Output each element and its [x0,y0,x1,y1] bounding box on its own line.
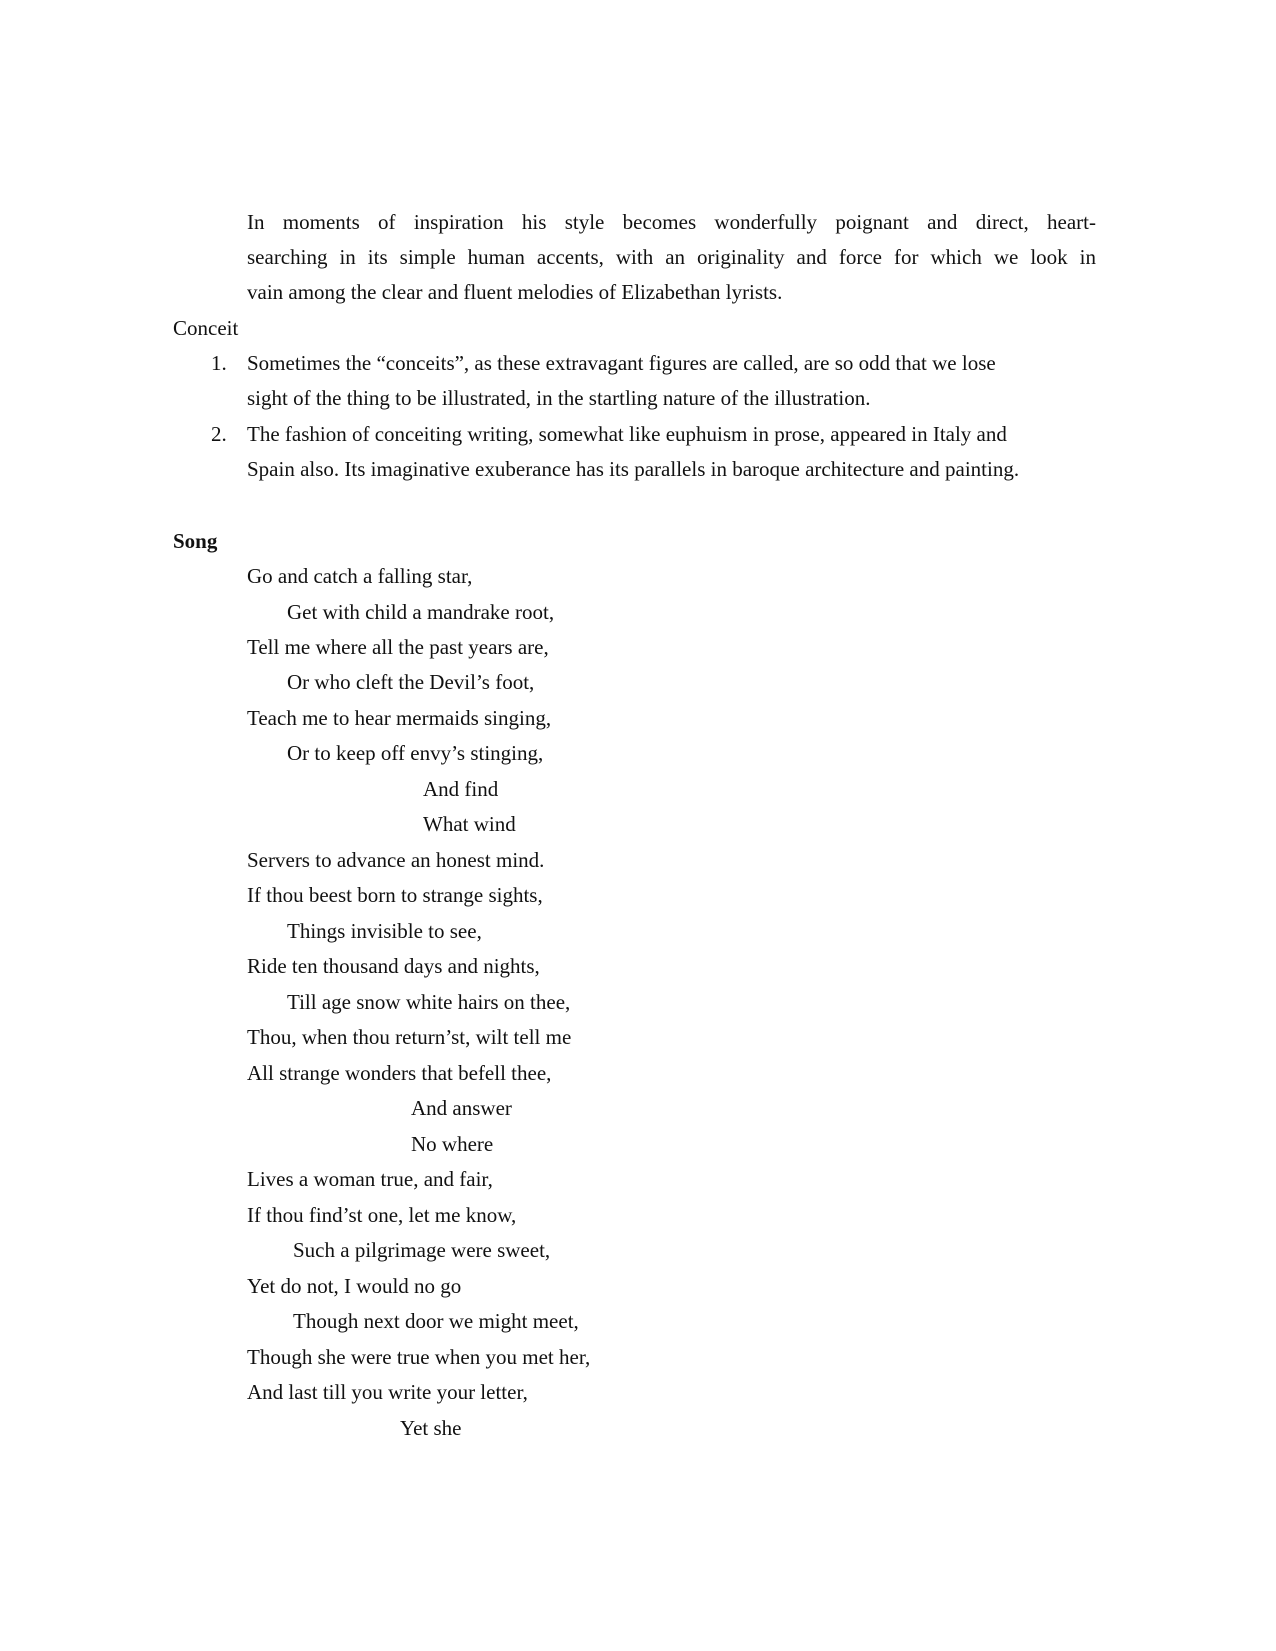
poem-line: Servers to advance an honest mind. [247,848,545,872]
poem-line: If thou beest born to strange sights, [247,883,543,907]
poem-line: Get with child a mandrake root, [287,600,555,624]
intro-line: vain among the clear and fluent melodies of Elizabethan lyrists. [247,280,783,304]
poem-line: Till age snow white hairs on thee, [287,990,571,1014]
list-item-line: The fashion of conceiting writing, somewhat like euphuism in prose, appeared in Italy and [247,422,1007,446]
list-item-line: Spain also. Its imaginative exuberance has its parallels in baroque architecture and painting. [247,457,1020,481]
poem-line: All strange wonders that befell thee, [247,1061,552,1085]
poem-line: Teach me to hear mermaids singing, [247,706,552,730]
poem-line: Such a pilgrimage were sweet, [293,1238,551,1262]
poem-line: Or to keep off envy’s stinging, [287,741,544,765]
poem-line: And find [423,777,499,801]
poem-line: Tell me where all the past years are, [247,635,549,659]
poem-line: Ride ten thousand days and nights, [247,954,540,978]
poem-line: If thou find’st one, let me know, [247,1203,517,1227]
list-item-line: sight of the thing to be illustrated, in the startling nature of the illustration. [247,386,871,410]
poem-line: And answer [411,1096,512,1120]
poem-line: What wind [423,812,516,836]
poem-line: Thou, when thou return’st, wilt tell me [247,1025,572,1049]
poem-line: No where [411,1132,494,1156]
list-item-number: 2. [211,422,227,446]
intro-line: In moments of inspiration his style becomes wonderfully poignant and direct, heart- [247,210,1096,234]
poem-line: Yet she [400,1416,462,1440]
poem-line: And last till you write your letter, [247,1380,528,1404]
list-item-number: 1. [211,351,227,375]
poem-line: Though next door we might meet, [293,1309,579,1333]
poem-line: Things invisible to see, [287,919,482,943]
list-item-line: Sometimes the “conceits”, as these extravagant figures are called, are so odd that we lose [247,351,996,375]
song-heading: Song [173,529,218,553]
intro-line: searching in its simple human accents, with an originality and force for which we look in [247,245,1096,269]
poem-line: Though she were true when you met her, [247,1345,591,1369]
poem-line: Lives a woman true, and fair, [247,1167,493,1191]
poem-line: Or who cleft the Devil’s foot, [287,670,535,694]
conceit-heading: Conceit [173,316,239,340]
poem-line: Yet do not, I would no go [247,1274,462,1298]
poem-line: Go and catch a falling star, [247,564,473,588]
